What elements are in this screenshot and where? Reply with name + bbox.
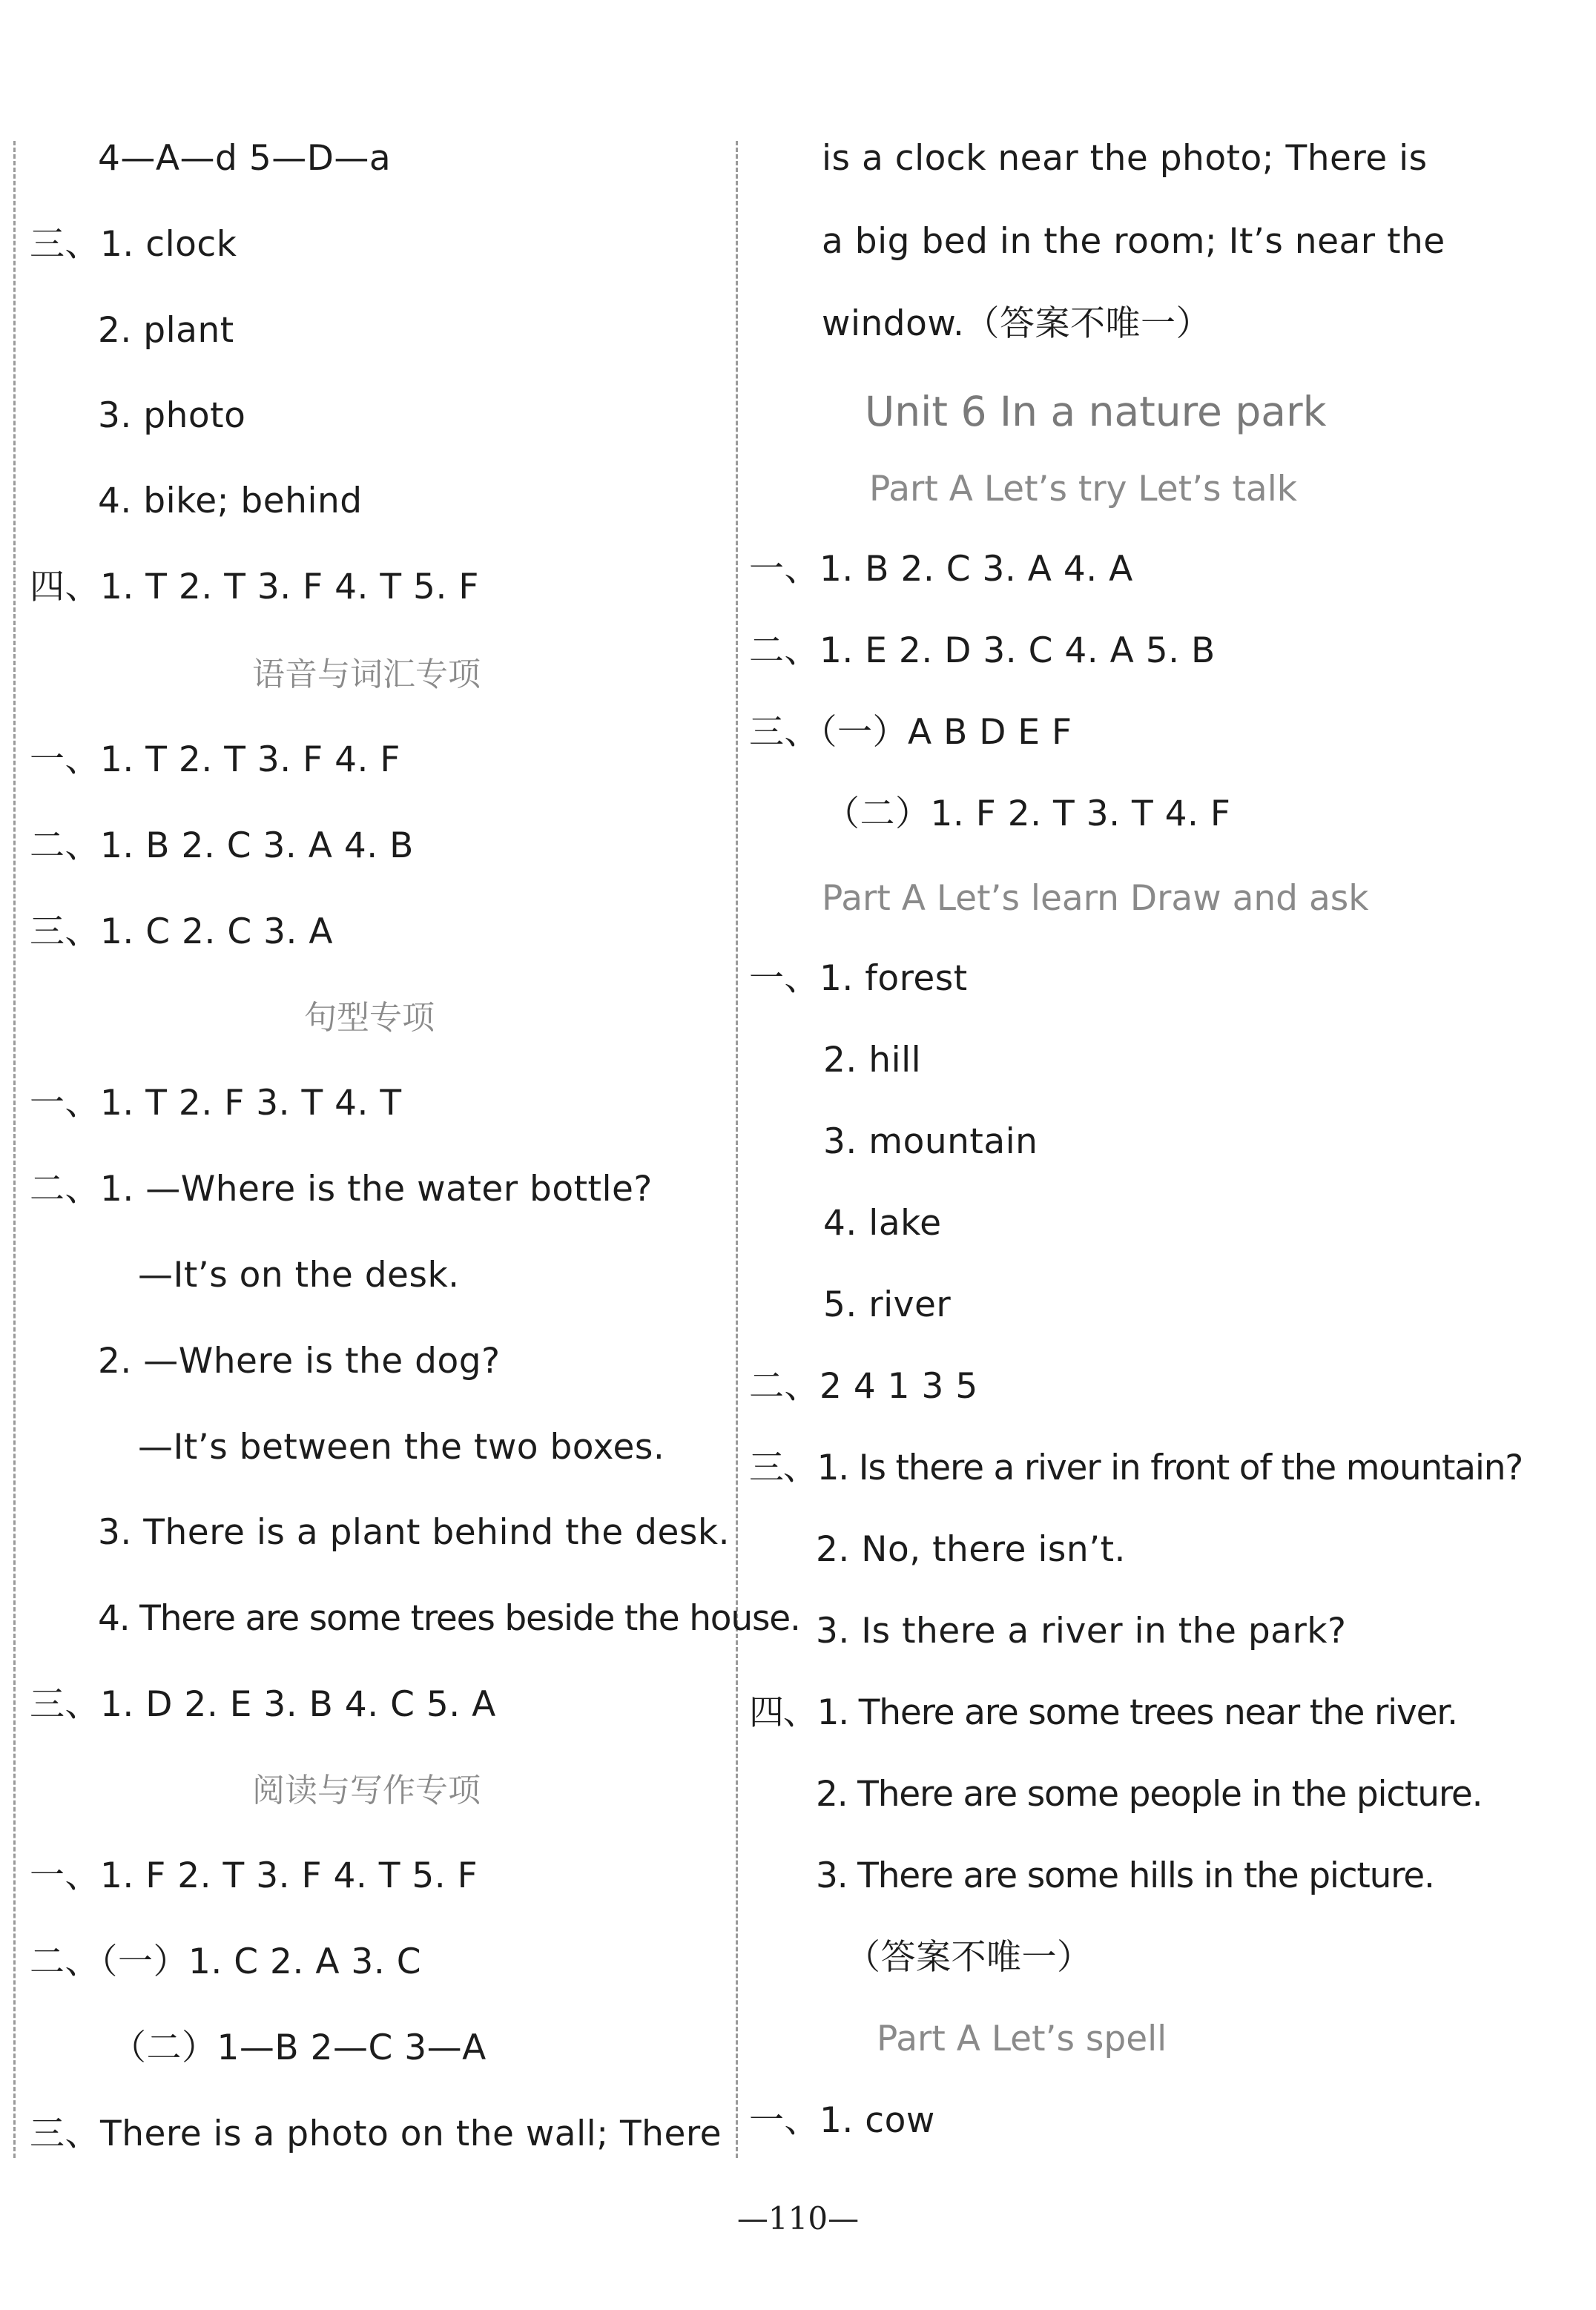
- answer-line: 二、1. —Where is the water bottle?: [30, 1169, 653, 1210]
- answer-line: 3. mountain: [823, 1121, 1038, 1162]
- answer-line: 4—A—d 5—D—a: [98, 138, 392, 179]
- answer-line: —It’s between the two boxes.: [138, 1427, 665, 1468]
- section-heading: 语音与词汇专项: [252, 656, 481, 693]
- answer-line: 4. There are some trees beside the house.: [98, 1598, 800, 1639]
- answer-line: 二、1. B 2. C 3. A 4. B: [30, 825, 414, 866]
- answer-line: 二、（一）1. C 2. A 3. C: [30, 1941, 422, 1982]
- answer-line: 二、2 4 1 3 5: [749, 1366, 978, 1407]
- answer-line: a big bed in the room; It’s near the: [822, 221, 1445, 262]
- column-divider: [736, 141, 738, 2158]
- answer-line: 2. —Where is the dog?: [98, 1341, 501, 1382]
- section-heading: 句型专项: [304, 999, 435, 1037]
- answer-line: 2. No, there isn’t.: [816, 1529, 1126, 1570]
- answer-line: （二）1—B 2—C 3—A: [111, 2027, 487, 2068]
- unit-title: Unit 6 In a nature park: [865, 388, 1327, 435]
- answer-line: —It’s on the desk.: [138, 1255, 460, 1296]
- answer-line: 3. Is there a river in the park?: [816, 1611, 1347, 1651]
- answer-line: 一、1. F 2. T 3. F 4. T 5. F: [30, 1855, 478, 1896]
- section-heading: 阅读与写作专项: [252, 1772, 481, 1809]
- answer-line: （二）1. F 2. T 3. T 4. F: [825, 793, 1231, 834]
- answer-line: 一、1. T 2. F 3. T 4. T: [30, 1083, 402, 1123]
- answer-line: 2. plant: [98, 310, 234, 351]
- answer-line: 2. hill: [823, 1040, 922, 1080]
- answer-line: 一、1. B 2. C 3. A 4. A: [749, 549, 1133, 590]
- part-heading: Part A Let’s try Let’s talk: [869, 469, 1297, 509]
- answer-line: 三、（一）A B D E F: [749, 712, 1072, 753]
- answer-line: 4. lake: [823, 1203, 942, 1244]
- answer-line: 4. bike; behind: [98, 481, 363, 521]
- part-heading: Part A Let’s learn Draw and ask: [822, 878, 1369, 919]
- answer-line: is a clock near the photo; There is: [822, 138, 1428, 179]
- answer-line: 三、1. C 2. C 3. A: [30, 911, 334, 952]
- answer-line: 3. There is a plant behind the desk.: [98, 1512, 731, 1553]
- answer-line: 一、1. forest: [749, 958, 968, 999]
- answer-line: 5. river: [823, 1284, 952, 1325]
- answer-line: 2. There are some people in the picture.: [816, 1774, 1483, 1815]
- answer-line: 三、1. D 2. E 3. B 4. C 5. A: [30, 1684, 496, 1725]
- left-margin-divider: [13, 141, 16, 2158]
- answer-line: window.（答案不唯一）: [822, 303, 1211, 344]
- answer-line: 三、1. clock: [30, 224, 237, 265]
- answer-line: 一、1. T 2. T 3. F 4. F: [30, 739, 400, 780]
- answer-line: 3. There are some hills in the picture.: [816, 1855, 1434, 1896]
- answer-line: （答案不唯一）: [845, 1937, 1092, 1978]
- page-number: —110—: [736, 2200, 860, 2237]
- answer-line: 四、1. There are some trees near the river.: [749, 1692, 1457, 1733]
- answer-line: 三、There is a photo on the wall; There: [30, 2113, 722, 2154]
- answer-line: 二、1. E 2. D 3. C 4. A 5. B: [749, 630, 1216, 671]
- answer-line: 3. photo: [98, 395, 246, 436]
- part-heading: Part A Let’s spell: [877, 2019, 1167, 2059]
- answer-line: 四、1. T 2. T 3. F 4. T 5. F: [30, 567, 479, 607]
- answer-line: 三、1. Is there a river in front of the mountain?: [749, 1448, 1523, 1488]
- answer-line: 一、1. cow: [749, 2100, 935, 2141]
